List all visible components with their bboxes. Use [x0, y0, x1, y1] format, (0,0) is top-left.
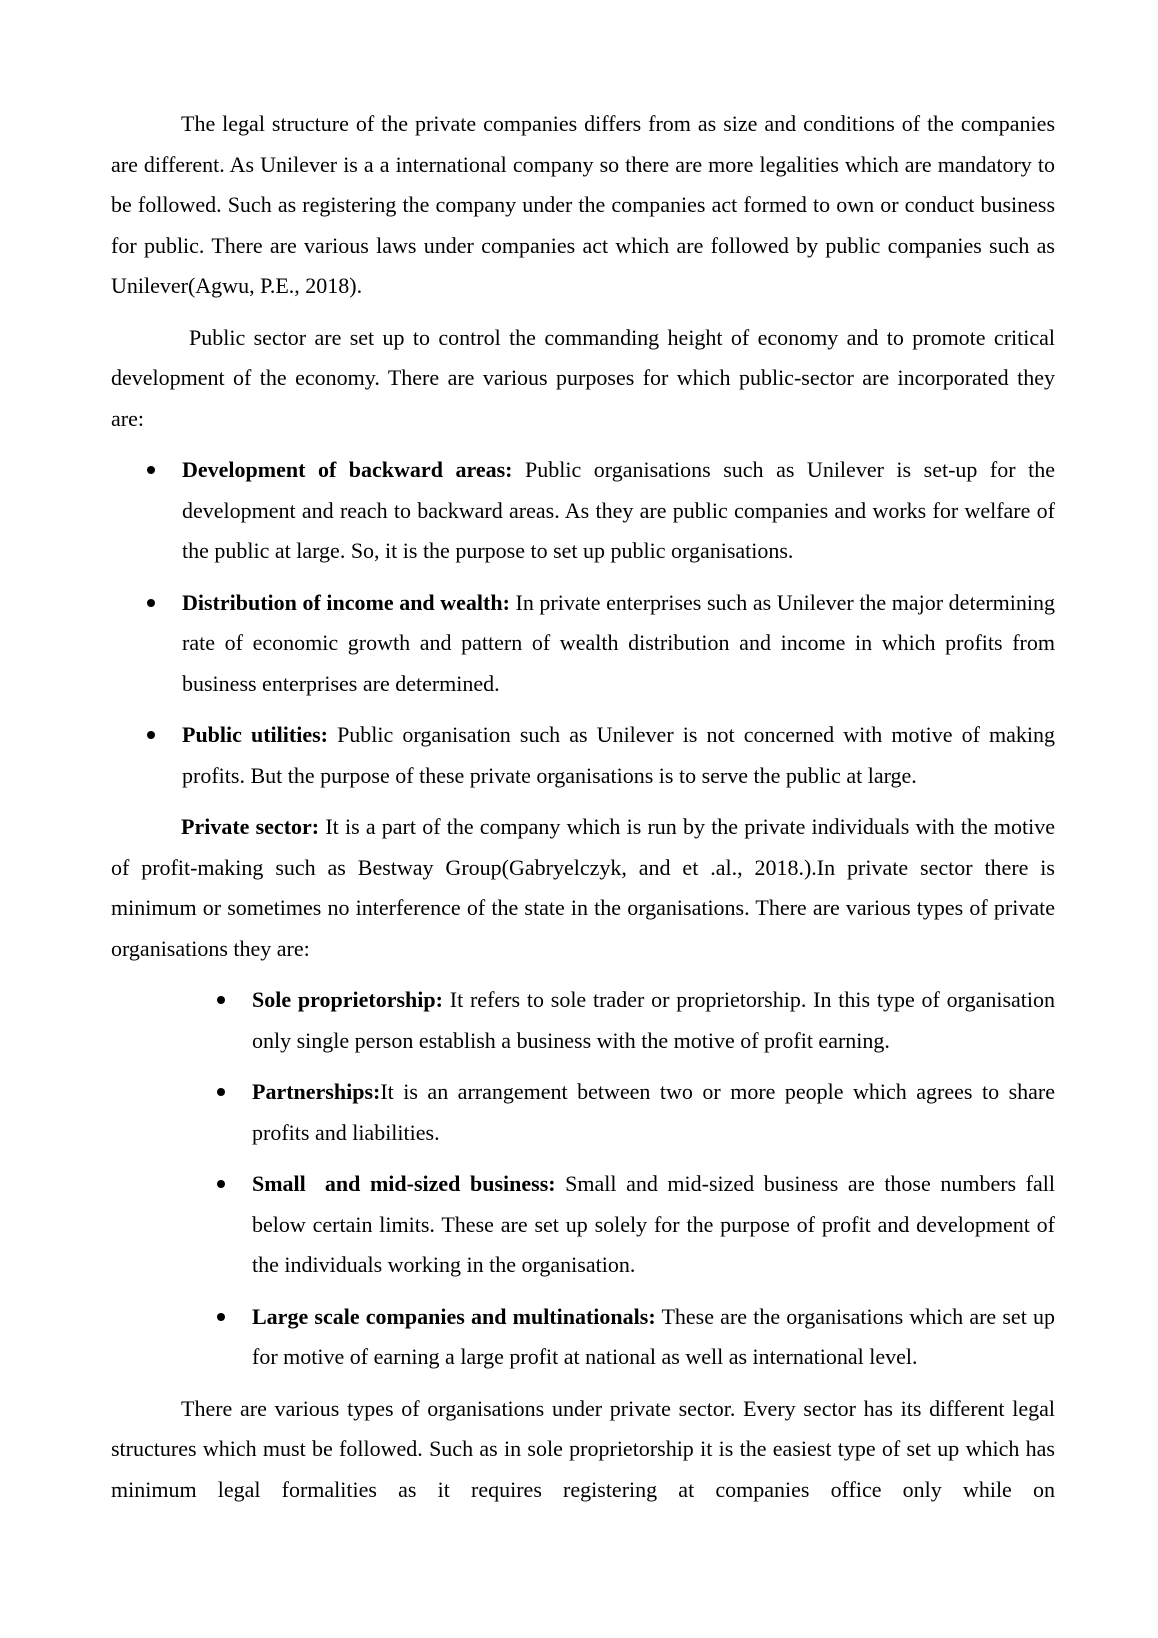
paragraph-private-sector	[111, 807, 1055, 969]
document-body	[111, 104, 1055, 1510]
list-item-text: These are the organisations which are set up for motive of earning a large profit at national as well as international level.	[252, 1303, 1055, 1369]
list-item-large-scale	[111, 1297, 1055, 1378]
list-item-text: Public organisation such as Unilever is not concerned with motive of making profits. But the purpose of these private organisations is to serve the public at large.	[182, 722, 1055, 788]
list-item-term: Partnerships:	[252, 1079, 381, 1104]
bullet-icon	[147, 599, 155, 607]
bullet-icon	[217, 1088, 225, 1096]
list-item-term: Sole proprietorship:	[252, 987, 443, 1012]
list-item-term: Large scale companies and multinationals:	[252, 1303, 656, 1329]
public-purposes-list	[111, 450, 1055, 796]
bullet-icon	[217, 1313, 225, 1321]
list-item-backward-areas	[111, 450, 1055, 572]
list-item-term: Public utilities:	[182, 722, 328, 747]
bullet-icon	[217, 996, 225, 1004]
bullet-icon	[147, 466, 155, 474]
list-item-sole-proprietorship	[111, 980, 1055, 1061]
list-item-term: Development of backward areas:	[182, 457, 513, 482]
list-item-term: Distribution of income and wealth:	[182, 589, 510, 615]
list-item-income-wealth	[111, 583, 1055, 705]
paragraph-text: It is a part of the company which is run by the private individuals with the motive of profit-making such as Bestway Group(Gabryelczyk, and et .al., 2018.).In private sector there is minimum or sometimes no interference of the state in the organisations. There are various types of private organisations they are:	[111, 814, 1056, 961]
list-item-public-utilities	[111, 715, 1055, 796]
list-item-text: Small and mid-sized business are those numbers fall below certain limits. These are set up solely for the purpose of profit and development of the individuals working in the organisation.	[252, 1171, 1055, 1277]
list-item-text: Public organisations such as Unilever is set-up for the development and reach to backward areas. As they are public companies and works for welfare of the public at large. So, it is the purpose to set up public organisations.	[182, 457, 1055, 563]
list-item-text: It is an arrangement between two or more people which agrees to share profits and liabilities.	[252, 1079, 1055, 1145]
bullet-icon	[217, 1180, 225, 1188]
private-types-list	[111, 980, 1055, 1378]
list-item-small-mid-business	[111, 1164, 1055, 1286]
list-item-text: In private enterprises such as Unilever the major determining rate of economic growth and pattern of wealth distribution and income in which profits from business enterprises are determined.	[182, 589, 1055, 696]
paragraph-public-sector: Public sector are set up to control the commanding height of economy and to promote critical development of the economy. There are various purposes for which public-sector are incorporated they are:	[111, 324, 1055, 431]
paragraph-lead-term: Private sector:	[181, 814, 320, 839]
list-item-text: It refers to sole trader or proprietorship. In this type of organisation only single person establish a business with the motive of profit earning.	[252, 987, 1055, 1053]
list-item-term: Small and mid-sized business:	[252, 1171, 556, 1196]
paragraph-legal-structure: The legal structure of the private companies differs from as size and conditions of the companies are different. As Unilever is a a international company so there are more legalities which are mandatory to be followed. Such as registering the company under the companies act formed to own or conduct business for public. There are various laws under companies act which are followed by public companies such as Unilever(Agwu, P.E., 2018).	[111, 111, 1055, 298]
list-item-partnerships	[111, 1072, 1055, 1153]
bullet-icon	[147, 731, 155, 739]
paragraph-private-types-legal: There are various types of organisations under private sector. Every sector has its different legal structures which must be followed. Such as in sole proprietorship it is the easiest type of set up which has minimum legal formalities as it requires registering at companies office only while on	[111, 1395, 1055, 1502]
